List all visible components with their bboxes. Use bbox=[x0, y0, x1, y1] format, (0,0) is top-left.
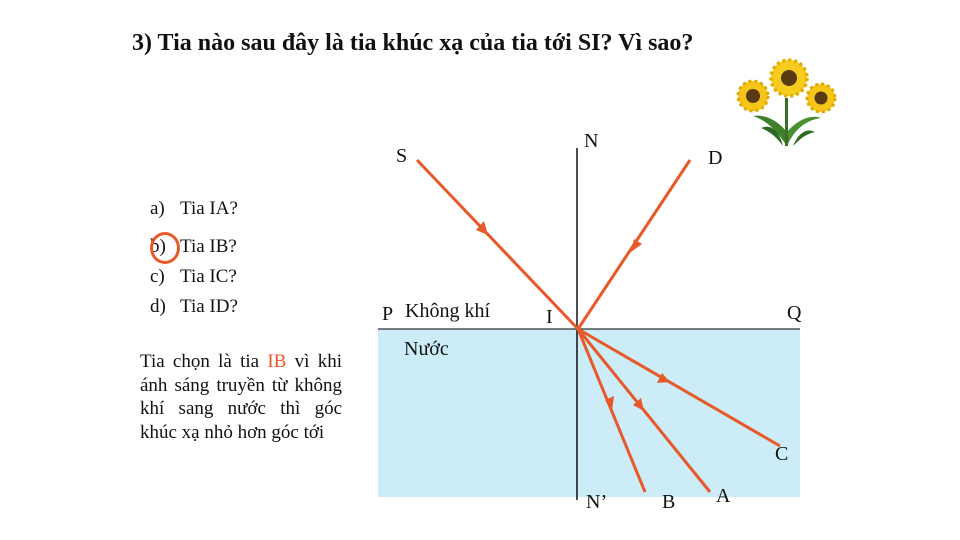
question-title: 3) Tia nào sau đây là tia khúc xạ của tia tới SI? Vì sao? bbox=[132, 30, 694, 56]
label-B: B bbox=[662, 491, 676, 513]
option-text: Tia ID? bbox=[180, 296, 238, 317]
ray-ID-arrow bbox=[631, 239, 642, 252]
label-P: P bbox=[382, 303, 394, 325]
label-S: S bbox=[396, 145, 408, 167]
label-C: C bbox=[775, 443, 789, 465]
label-N-prime: N’ bbox=[586, 491, 608, 513]
ray-IB bbox=[578, 329, 645, 492]
sunflower-image bbox=[735, 58, 839, 148]
option-key: d) bbox=[150, 296, 166, 317]
label-D: D bbox=[708, 147, 723, 169]
ray-IA bbox=[578, 329, 710, 492]
label-I: I bbox=[546, 306, 553, 328]
explanation-highlight: IB bbox=[267, 351, 287, 372]
option-text: Tia IC? bbox=[180, 266, 237, 287]
option-text: Tia IA? bbox=[180, 198, 238, 219]
label-A: A bbox=[716, 485, 731, 507]
label-air: Không khí bbox=[405, 300, 490, 322]
option-key: c) bbox=[150, 266, 165, 287]
option-key: b) bbox=[150, 236, 166, 257]
ray-IC bbox=[578, 329, 780, 446]
option-key: a) bbox=[150, 198, 165, 219]
explanation-part1: Tia chọn là tia bbox=[140, 351, 268, 372]
label-N: N bbox=[584, 130, 599, 152]
label-water: Nước bbox=[404, 338, 449, 360]
option-text: Tia IB? bbox=[180, 236, 237, 257]
explanation-part2: vì khi ánh sáng truyền từ không khí sang nước thì góc khúc xạ nhỏ hơn góc tới bbox=[140, 351, 342, 443]
label-Q: Q bbox=[787, 302, 802, 324]
